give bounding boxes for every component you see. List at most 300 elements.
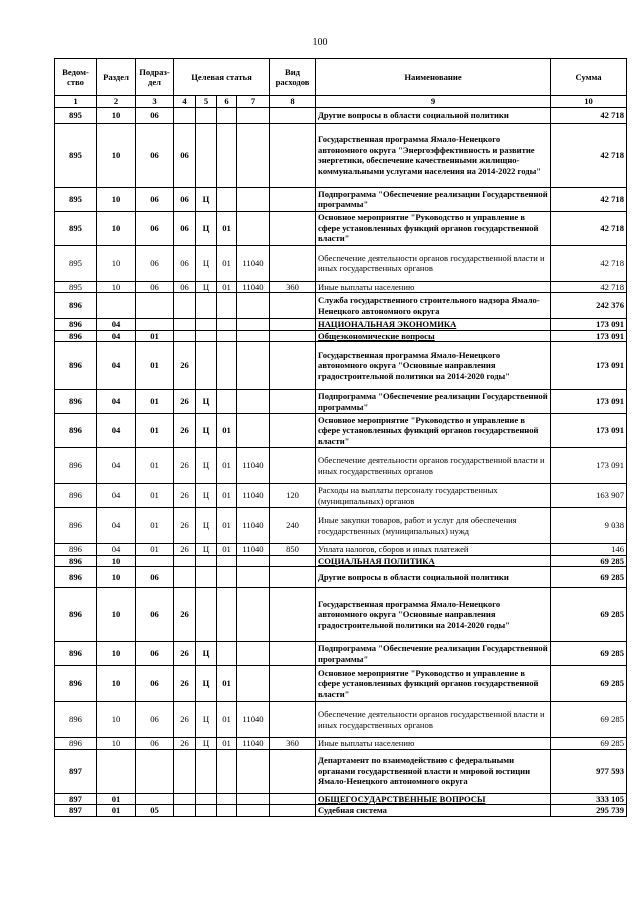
summa-cell: 42 718 <box>551 211 627 245</box>
direction-cell <box>237 319 270 331</box>
podrazdel-cell: 05 <box>136 805 174 817</box>
summa-cell: 333 105 <box>551 793 627 805</box>
program-cell: 26 <box>174 588 196 642</box>
summa-cell: 977 593 <box>551 749 627 793</box>
subprogram-cell: Ц <box>196 245 217 281</box>
direction-cell <box>237 330 270 342</box>
direction-cell: 11040 <box>237 448 270 484</box>
subprogram-cell: Ц <box>196 281 217 293</box>
event-cell <box>217 319 237 331</box>
naimenovanie-cell: Подпрограмма "Обеспечение реализации Государственной программы" <box>316 187 551 211</box>
event-cell <box>217 642 237 666</box>
naimenovanie-cell: СОЦИАЛЬНАЯ ПОЛИТИКА <box>316 555 551 567</box>
event-cell <box>217 123 237 187</box>
col-number: 1 <box>55 96 97 108</box>
budget-table <box>54 58 627 817</box>
vedomstvo-cell: 895 <box>55 123 97 187</box>
razdel-cell <box>97 749 136 793</box>
event-cell: 01 <box>217 738 237 750</box>
naimenovanie-cell: Государственная программа Ямало-Ненецкого автономного округа "Энергоэффективность и развитие энергетики, обеспечение качественными жилищно-коммунальными услугами населения на 2014-2022 годы" <box>316 123 551 187</box>
podrazdel-cell <box>136 749 174 793</box>
event-cell <box>217 793 237 805</box>
vedomstvo-cell: 895 <box>55 107 97 123</box>
table-row <box>55 342 627 390</box>
column-number-row <box>55 96 627 108</box>
col-number: 10 <box>551 96 627 108</box>
naimenovanie-cell: Уплата налогов, сборов и иных платежей <box>316 544 551 556</box>
program-cell: 26 <box>174 666 196 702</box>
naimenovanie-cell: Иные закупки товаров, работ и услуг для обеспечения государственных (муниципальных) нужд <box>316 508 551 544</box>
table-row <box>55 107 627 123</box>
summa-cell: 173 091 <box>551 342 627 390</box>
naimenovanie-cell: Подпрограмма "Обеспечение реализации Государственной программы" <box>316 642 551 666</box>
podrazdel-cell <box>136 293 174 319</box>
vedomstvo-cell: 896 <box>55 330 97 342</box>
razdel-cell: 04 <box>97 508 136 544</box>
podrazdel-cell: 06 <box>136 245 174 281</box>
program-cell <box>174 793 196 805</box>
table-row <box>55 567 627 588</box>
summa-cell: 69 285 <box>551 588 627 642</box>
vedomstvo-cell: 895 <box>55 211 97 245</box>
razdel-cell: 10 <box>97 567 136 588</box>
direction-cell <box>237 805 270 817</box>
vid-rashodov-cell <box>270 245 316 281</box>
vedomstvo-cell: 897 <box>55 805 97 817</box>
razdel-cell: 10 <box>97 123 136 187</box>
vedomstvo-cell: 896 <box>55 293 97 319</box>
col-number: 3 <box>136 96 174 108</box>
razdel-cell <box>97 293 136 319</box>
table-row <box>55 330 627 342</box>
subprogram-cell <box>196 749 217 793</box>
direction-cell <box>237 414 270 448</box>
naimenovanie-cell: Общеэкономические вопросы <box>316 330 551 342</box>
header-naimenovanie: Наименование <box>316 59 551 96</box>
table-row <box>55 555 627 567</box>
event-cell: 01 <box>217 544 237 556</box>
table-row <box>55 187 627 211</box>
razdel-cell: 10 <box>97 555 136 567</box>
podrazdel-cell: 06 <box>136 107 174 123</box>
subprogram-cell <box>196 567 217 588</box>
summa-cell: 42 718 <box>551 107 627 123</box>
podrazdel-cell: 01 <box>136 508 174 544</box>
naimenovanie-cell: Служба государственного строительного надзора Ямало-Ненецкого автономного округа <box>316 293 551 319</box>
direction-cell <box>237 123 270 187</box>
vid-rashodov-cell <box>270 390 316 414</box>
razdel-cell: 10 <box>97 107 136 123</box>
program-cell: 06 <box>174 245 196 281</box>
table-row <box>55 749 627 793</box>
vedomstvo-cell: 896 <box>55 484 97 508</box>
razdel-cell: 10 <box>97 187 136 211</box>
table-row <box>55 390 627 414</box>
col-number: 9 <box>316 96 551 108</box>
summa-cell: 173 091 <box>551 330 627 342</box>
razdel-cell: 10 <box>97 738 136 750</box>
table-row <box>55 508 627 544</box>
header-vid-rashodov: Вид расходов <box>270 59 316 96</box>
razdel-cell: 04 <box>97 544 136 556</box>
header-razdel: Раздел <box>97 59 136 96</box>
table-row <box>55 588 627 642</box>
event-cell: 01 <box>217 484 237 508</box>
vedomstvo-cell: 896 <box>55 588 97 642</box>
direction-cell: 11040 <box>237 281 270 293</box>
table-row <box>55 702 627 738</box>
event-cell <box>217 805 237 817</box>
naimenovanie-cell: Департамент по взаимодействию с федеральными органами государственной власти и мировой юстиции Ямало-Ненецкого автономного округа <box>316 749 551 793</box>
vid-rashodov-cell <box>270 414 316 448</box>
subprogram-cell: Ц <box>196 211 217 245</box>
vedomstvo-cell: 896 <box>55 448 97 484</box>
vedomstvo-cell: 896 <box>55 702 97 738</box>
event-cell: 01 <box>217 448 237 484</box>
table-row <box>55 642 627 666</box>
vid-rashodov-cell: 120 <box>270 484 316 508</box>
vid-rashodov-cell <box>270 448 316 484</box>
razdel-cell: 04 <box>97 319 136 331</box>
vid-rashodov-cell <box>270 793 316 805</box>
direction-cell <box>237 588 270 642</box>
subprogram-cell: Ц <box>196 642 217 666</box>
col-number: 4 <box>174 96 196 108</box>
naimenovanie-cell: Судебная система <box>316 805 551 817</box>
direction-cell <box>237 793 270 805</box>
vid-rashodov-cell <box>270 588 316 642</box>
summa-cell: 42 718 <box>551 245 627 281</box>
page-number: 100 <box>312 37 328 48</box>
direction-cell: 11040 <box>237 508 270 544</box>
program-cell: 06 <box>174 123 196 187</box>
vedomstvo-cell: 896 <box>55 390 97 414</box>
vid-rashodov-cell <box>270 642 316 666</box>
program-cell: 26 <box>174 738 196 750</box>
header-vedomstvo: Ведом-ство <box>55 59 97 96</box>
event-cell <box>217 342 237 390</box>
event-cell <box>217 588 237 642</box>
summa-cell: 69 285 <box>551 642 627 666</box>
summa-cell: 173 091 <box>551 414 627 448</box>
razdel-cell: 10 <box>97 642 136 666</box>
vedomstvo-cell: 896 <box>55 642 97 666</box>
event-cell <box>217 749 237 793</box>
podrazdel-cell: 01 <box>136 390 174 414</box>
table-row <box>55 544 627 556</box>
program-cell: 06 <box>174 187 196 211</box>
razdel-cell: 10 <box>97 281 136 293</box>
event-cell <box>217 567 237 588</box>
subprogram-cell <box>196 793 217 805</box>
vedomstvo-cell: 896 <box>55 414 97 448</box>
podrazdel-cell: 06 <box>136 642 174 666</box>
summa-cell: 42 718 <box>551 123 627 187</box>
table-row <box>55 414 627 448</box>
vedomstvo-cell: 897 <box>55 793 97 805</box>
table-row <box>55 293 627 319</box>
vedomstvo-cell: 896 <box>55 555 97 567</box>
razdel-cell: 10 <box>97 211 136 245</box>
program-cell: 06 <box>174 281 196 293</box>
podrazdel-cell <box>136 319 174 331</box>
vid-rashodov-cell: 850 <box>270 544 316 556</box>
direction-cell <box>237 187 270 211</box>
razdel-cell: 04 <box>97 448 136 484</box>
program-cell <box>174 330 196 342</box>
subprogram-cell: Ц <box>196 484 217 508</box>
podrazdel-cell: 01 <box>136 448 174 484</box>
naimenovanie-cell: Основное мероприятие "Руководство и управление в сфере установленных функций органов государственной власти" <box>316 666 551 702</box>
vedomstvo-cell: 895 <box>55 281 97 293</box>
event-cell: 01 <box>217 508 237 544</box>
podrazdel-cell: 06 <box>136 666 174 702</box>
subprogram-cell <box>196 805 217 817</box>
summa-cell: 42 718 <box>551 187 627 211</box>
vid-rashodov-cell <box>270 702 316 738</box>
program-cell: 26 <box>174 484 196 508</box>
naimenovanie-cell: Государственная программа Ямало-Ненецкого автономного округа "Основные направления градостроительной политики на 2014-2020 годы" <box>316 342 551 390</box>
direction-cell <box>237 749 270 793</box>
podrazdel-cell: 06 <box>136 123 174 187</box>
direction-cell <box>237 293 270 319</box>
summa-cell: 173 091 <box>551 319 627 331</box>
table-row <box>55 484 627 508</box>
naimenovanie-cell: Расходы на выплаты персоналу государственных (муниципальных) органов <box>316 484 551 508</box>
podrazdel-cell <box>136 793 174 805</box>
subprogram-cell <box>196 555 217 567</box>
vid-rashodov-cell <box>270 187 316 211</box>
naimenovanie-cell: Иные выплаты населению <box>316 738 551 750</box>
podrazdel-cell: 06 <box>136 187 174 211</box>
summa-cell: 69 285 <box>551 666 627 702</box>
podrazdel-cell: 01 <box>136 342 174 390</box>
direction-cell <box>237 342 270 390</box>
razdel-cell: 01 <box>97 793 136 805</box>
subprogram-cell: Ц <box>196 666 217 702</box>
subprogram-cell: Ц <box>196 738 217 750</box>
vid-rashodov-cell <box>270 123 316 187</box>
podrazdel-cell: 01 <box>136 484 174 508</box>
table-row <box>55 793 627 805</box>
vid-rashodov-cell <box>270 342 316 390</box>
program-cell: 26 <box>174 448 196 484</box>
event-cell <box>217 107 237 123</box>
subprogram-cell <box>196 107 217 123</box>
summa-cell: 42 718 <box>551 281 627 293</box>
naimenovanie-cell: Государственная программа Ямало-Ненецкого автономного округа "Основные направления градостроительной политики на 2014-2020 годы" <box>316 588 551 642</box>
event-cell <box>217 330 237 342</box>
subprogram-cell: Ц <box>196 187 217 211</box>
vedomstvo-cell: 896 <box>55 508 97 544</box>
direction-cell: 11040 <box>237 702 270 738</box>
program-cell <box>174 107 196 123</box>
razdel-cell: 04 <box>97 414 136 448</box>
table-row <box>55 666 627 702</box>
program-cell: 26 <box>174 508 196 544</box>
vid-rashodov-cell <box>270 666 316 702</box>
direction-cell <box>237 642 270 666</box>
subprogram-cell <box>196 342 217 390</box>
subprogram-cell <box>196 293 217 319</box>
table-body <box>55 107 627 816</box>
naimenovanie-cell: Основное мероприятие "Руководство и управление в сфере установленных функций органов государственной власти" <box>316 211 551 245</box>
vid-rashodov-cell: 360 <box>270 738 316 750</box>
table-row <box>55 281 627 293</box>
event-cell <box>217 555 237 567</box>
table-row <box>55 211 627 245</box>
vid-rashodov-cell <box>270 749 316 793</box>
col-number: 5 <box>196 96 217 108</box>
program-cell <box>174 555 196 567</box>
podrazdel-cell: 06 <box>136 588 174 642</box>
program-cell <box>174 293 196 319</box>
summa-cell: 173 091 <box>551 390 627 414</box>
event-cell: 01 <box>217 245 237 281</box>
program-cell: 26 <box>174 642 196 666</box>
subprogram-cell <box>196 330 217 342</box>
vid-rashodov-cell <box>270 805 316 817</box>
col-number: 8 <box>270 96 316 108</box>
direction-cell <box>237 107 270 123</box>
event-cell <box>217 187 237 211</box>
header-summa: Сумма <box>551 59 627 96</box>
subprogram-cell: Ц <box>196 448 217 484</box>
vedomstvo-cell: 896 <box>55 342 97 390</box>
table-row <box>55 123 627 187</box>
naimenovanie-cell: Иные выплаты населению <box>316 281 551 293</box>
podrazdel-cell: 01 <box>136 414 174 448</box>
event-cell: 01 <box>217 414 237 448</box>
razdel-cell: 10 <box>97 702 136 738</box>
subprogram-cell: Ц <box>196 544 217 556</box>
summa-cell: 146 <box>551 544 627 556</box>
col-number: 2 <box>97 96 136 108</box>
subprogram-cell: Ц <box>196 414 217 448</box>
subprogram-cell: Ц <box>196 390 217 414</box>
naimenovanie-cell: Другие вопросы в области социальной политики <box>316 567 551 588</box>
razdel-cell: 04 <box>97 342 136 390</box>
vedomstvo-cell: 897 <box>55 749 97 793</box>
vid-rashodov-cell <box>270 211 316 245</box>
direction-cell <box>237 666 270 702</box>
vedomstvo-cell: 896 <box>55 666 97 702</box>
program-cell: 26 <box>174 342 196 390</box>
vedomstvo-cell: 896 <box>55 738 97 750</box>
event-cell <box>217 293 237 319</box>
vid-rashodov-cell <box>270 555 316 567</box>
direction-cell <box>237 555 270 567</box>
naimenovanie-cell: Обеспечение деятельности органов государственной власти и иных государственных органов <box>316 448 551 484</box>
table-row <box>55 805 627 817</box>
razdel-cell: 04 <box>97 330 136 342</box>
program-cell: 06 <box>174 211 196 245</box>
naimenovanie-cell: Подпрограмма "Обеспечение реализации Государственной программы" <box>316 390 551 414</box>
col-number: 6 <box>217 96 237 108</box>
header-celevaya-statya: Целевая статья <box>174 59 270 96</box>
subprogram-cell: Ц <box>196 702 217 738</box>
header-podrazdel: Подраз-дел <box>136 59 174 96</box>
podrazdel-cell: 06 <box>136 211 174 245</box>
podrazdel-cell <box>136 555 174 567</box>
direction-cell: 11040 <box>237 544 270 556</box>
program-cell <box>174 749 196 793</box>
table-row <box>55 319 627 331</box>
naimenovanie-cell: НАЦИОНАЛЬНАЯ ЭКОНОМИКА <box>316 319 551 331</box>
program-cell: 26 <box>174 414 196 448</box>
podrazdel-cell: 06 <box>136 567 174 588</box>
event-cell: 01 <box>217 281 237 293</box>
podrazdel-cell: 06 <box>136 702 174 738</box>
subprogram-cell <box>196 123 217 187</box>
razdel-cell: 10 <box>97 666 136 702</box>
razdel-cell: 04 <box>97 484 136 508</box>
summa-cell: 69 285 <box>551 738 627 750</box>
direction-cell: 11040 <box>237 738 270 750</box>
vid-rashodov-cell <box>270 293 316 319</box>
summa-cell: 173 091 <box>551 448 627 484</box>
direction-cell: 11040 <box>237 245 270 281</box>
summa-cell: 69 285 <box>551 567 627 588</box>
naimenovanie-cell: Обеспечение деятельности органов государственной власти и иных государственных органов <box>316 245 551 281</box>
event-cell <box>217 390 237 414</box>
naimenovanie-cell: Обеспечение деятельности органов государственной власти и иных государственных органов <box>316 702 551 738</box>
naimenovanie-cell: Другие вопросы в области социальной политики <box>316 107 551 123</box>
vedomstvo-cell: 895 <box>55 187 97 211</box>
vedomstvo-cell: 896 <box>55 319 97 331</box>
summa-cell: 163 907 <box>551 484 627 508</box>
vid-rashodov-cell: 240 <box>270 508 316 544</box>
event-cell: 01 <box>217 666 237 702</box>
vid-rashodov-cell <box>270 319 316 331</box>
table-row <box>55 738 627 750</box>
naimenovanie-cell: Основное мероприятие "Руководство и управление в сфере установленных функций органов государственной власти" <box>316 414 551 448</box>
direction-cell <box>237 211 270 245</box>
direction-cell <box>237 390 270 414</box>
podrazdel-cell: 01 <box>136 544 174 556</box>
program-cell <box>174 567 196 588</box>
program-cell: 26 <box>174 390 196 414</box>
vedomstvo-cell: 896 <box>55 544 97 556</box>
razdel-cell: 04 <box>97 390 136 414</box>
col-number: 7 <box>237 96 270 108</box>
vid-rashodov-cell: 360 <box>270 281 316 293</box>
subprogram-cell <box>196 319 217 331</box>
summa-cell: 242 376 <box>551 293 627 319</box>
table-row <box>55 448 627 484</box>
razdel-cell: 10 <box>97 588 136 642</box>
subprogram-cell: Ц <box>196 508 217 544</box>
podrazdel-cell: 06 <box>136 281 174 293</box>
program-cell <box>174 805 196 817</box>
podrazdel-cell: 01 <box>136 330 174 342</box>
summa-cell: 295 739 <box>551 805 627 817</box>
vid-rashodov-cell <box>270 567 316 588</box>
vedomstvo-cell: 896 <box>55 567 97 588</box>
program-cell: 26 <box>174 702 196 738</box>
subprogram-cell <box>196 588 217 642</box>
razdel-cell: 01 <box>97 805 136 817</box>
vid-rashodov-cell <box>270 330 316 342</box>
podrazdel-cell: 06 <box>136 738 174 750</box>
naimenovanie-cell: ОБЩЕГОСУДАРСТВЕННЫЕ ВОПРОСЫ <box>316 793 551 805</box>
program-cell <box>174 319 196 331</box>
summa-cell: 9 038 <box>551 508 627 544</box>
table-row <box>55 245 627 281</box>
program-cell: 26 <box>174 544 196 556</box>
event-cell: 01 <box>217 702 237 738</box>
summa-cell: 69 285 <box>551 555 627 567</box>
